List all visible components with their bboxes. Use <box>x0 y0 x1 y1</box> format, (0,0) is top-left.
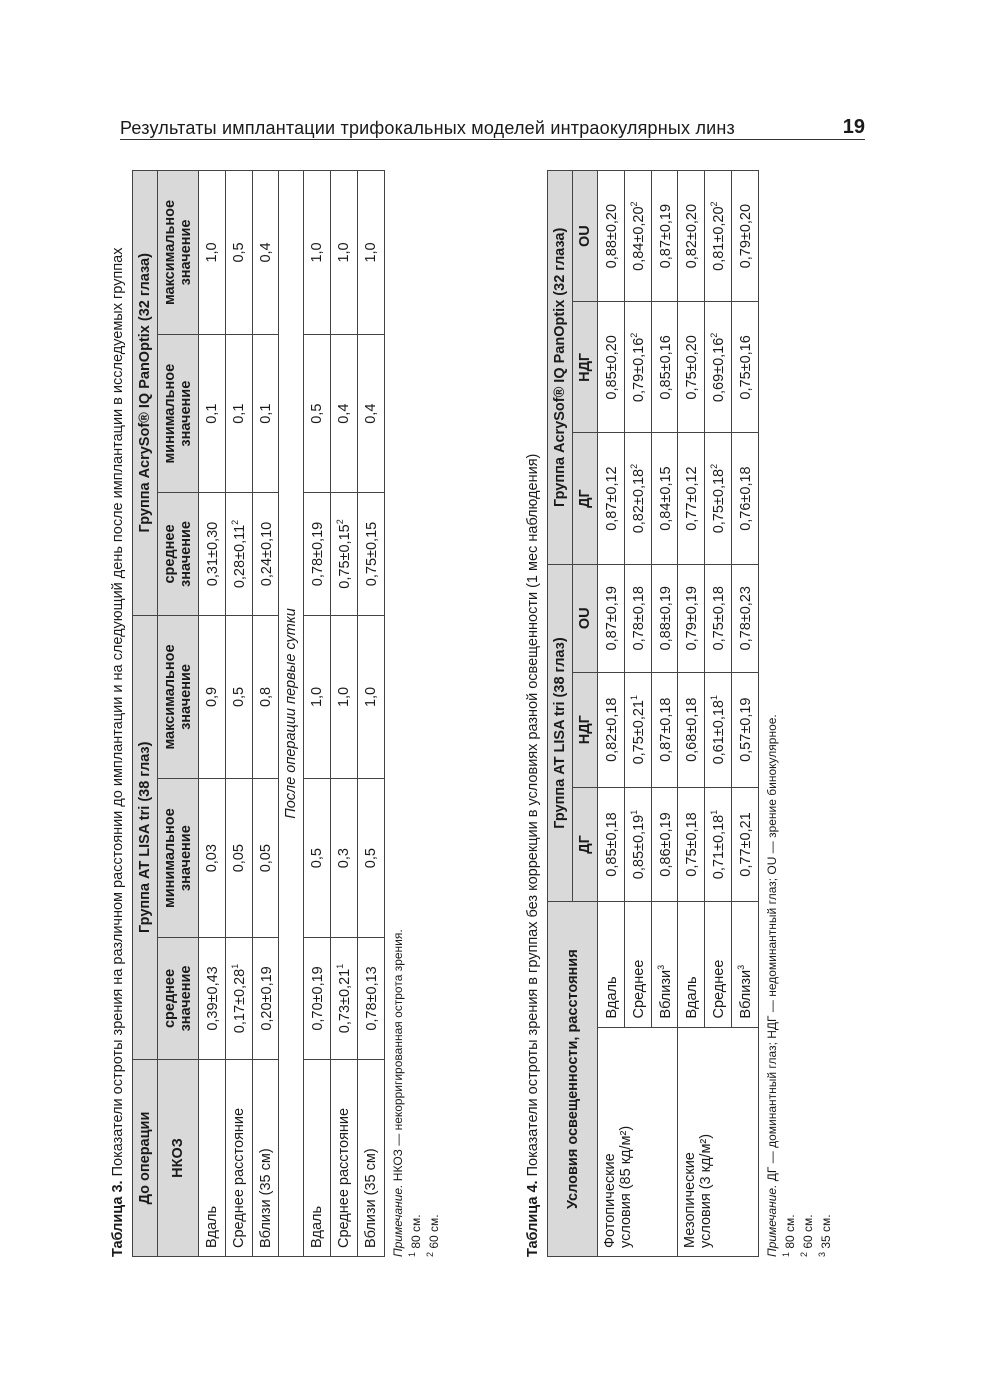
row-label: Среднее <box>705 902 732 1027</box>
cell: 0,78±0,18 <box>624 564 651 672</box>
footnote: $^1$ 80 см. <box>780 1214 797 1257</box>
cell: 0,5 <box>225 171 252 335</box>
cell: $0,28\pm 0,11^2$ <box>225 493 252 615</box>
cell: 0,87±0,19 <box>598 564 625 672</box>
cell: 0,79±0,20 <box>732 171 759 302</box>
cell: 0,5 <box>225 615 252 779</box>
table4-subheader: НДГ <box>573 672 598 787</box>
cell: 0,24±0,10 <box>252 493 279 615</box>
table4-subheader: НДГ <box>573 302 598 433</box>
cell: 0,5 <box>358 779 385 938</box>
row-label: Вблизи (35 см) <box>252 1060 279 1257</box>
row-label: Вблизи (35 см) <box>358 1060 385 1257</box>
table3-caption <box>110 170 126 1257</box>
table-row <box>678 171 705 1257</box>
table3-label: Таблица 3. <box>110 1180 126 1257</box>
cell: 0,05 <box>225 779 252 938</box>
row-label: Вдаль <box>304 1060 331 1257</box>
cell: 0,82±0,18 <box>598 672 625 787</box>
table4 <box>547 170 759 1257</box>
cell: 0,31±0,30 <box>199 493 226 615</box>
cell: 0,4 <box>252 171 279 335</box>
cell: 0,03 <box>199 779 226 938</box>
cell: 0,78±0,23 <box>732 564 759 672</box>
cell: 0,1 <box>199 334 226 493</box>
table-row <box>199 171 226 1257</box>
table-row <box>304 171 331 1257</box>
cell: $0,75\pm 0,18^2$ <box>705 433 732 564</box>
table4-caption-text: Показатели остроты зрения в группах без коррекции в условиях разной освещенности (1 мес наблюдения) <box>525 453 541 1177</box>
footnote: $^2$ 60 см. <box>798 1214 815 1257</box>
cell: 0,79±0,19 <box>678 564 705 672</box>
cell: 0,77±0,21 <box>732 787 759 902</box>
table4-condition-photopic: Фотопические условия (85 кд/м²) <box>598 1027 678 1256</box>
table4-stub-header: Условия освещенности, расстояния <box>548 902 598 1257</box>
table3-section-row <box>279 171 304 1257</box>
cell: $0,82\pm 0,18^2$ <box>624 433 651 564</box>
table4-condition-mesopic: Мезопические условия (3 кд/м²) <box>678 1027 758 1256</box>
cell: $0,85\pm 0,19^1$ <box>624 787 651 902</box>
header-rule <box>120 139 865 140</box>
cell: 0,88±0,20 <box>598 171 625 302</box>
cell: 0,75±0,15 <box>358 493 385 615</box>
table3-subheader: максимальное значение <box>158 615 199 779</box>
table-row <box>225 171 252 1257</box>
cell: 0,68±0,18 <box>678 672 705 787</box>
cell: $0,71\pm 0,18^1$ <box>705 787 732 902</box>
table4-label: Таблица 4. <box>525 1180 541 1257</box>
cell: $0,69\pm 0,16^2$ <box>705 302 732 433</box>
table3-subheader: среднее значение <box>158 937 199 1059</box>
cell: $0,75\pm 0,21^1$ <box>624 672 651 787</box>
cell: 0,57±0,19 <box>732 672 759 787</box>
cell: 1,0 <box>304 171 331 335</box>
cell: 0,84±0,15 <box>651 433 678 564</box>
cell: 0,9 <box>199 615 226 779</box>
cell: 0,77±0,12 <box>678 433 705 564</box>
table4-subheader: OU <box>573 564 598 672</box>
cell: 0,87±0,18 <box>651 672 678 787</box>
cell: 0,70±0,19 <box>304 937 331 1059</box>
table3-notes <box>391 170 441 1257</box>
cell: 0,85±0,16 <box>651 302 678 433</box>
cell: 0,86±0,19 <box>651 787 678 902</box>
cell: 0,1 <box>225 334 252 493</box>
table3-note-text: НКОЗ — некорригированная острота зрения. <box>390 929 405 1182</box>
table3-before-body <box>199 171 385 1257</box>
footnote: $^2$ 60 см. <box>424 1214 441 1257</box>
cell: 0,4 <box>358 334 385 493</box>
table4-group2-header: Группа AcrySof® IQ PanOptix (32 глаза) <box>548 171 573 565</box>
table-row <box>598 171 625 1257</box>
cell: 0,75±0,18 <box>678 787 705 902</box>
row-label: Вблизи$^3$ <box>732 902 759 1027</box>
page-number: 19 <box>842 116 865 138</box>
cell: 0,05 <box>252 779 279 938</box>
cell: $0,17\pm 0,28^1$ <box>225 937 252 1059</box>
cell: $0,84\pm 0,20^2$ <box>624 171 651 302</box>
footnote: $^3$ 35 см. <box>816 1214 833 1257</box>
cell: 0,20±0,19 <box>252 937 279 1059</box>
cell: 0,75±0,18 <box>705 564 732 672</box>
table3-subheader: среднее значение <box>158 493 199 615</box>
cell: 0,39±0,43 <box>199 937 226 1059</box>
table3-subheader: максимальное значение <box>158 171 199 335</box>
table3-subheader: минимальное значение <box>158 779 199 938</box>
table-row <box>252 171 279 1257</box>
cell: 1,0 <box>331 171 358 335</box>
cell: 0,5 <box>304 334 331 493</box>
cell: 0,3 <box>331 779 358 938</box>
row-label: Вдаль <box>199 1060 226 1257</box>
table4-subheader: ДГ <box>573 433 598 564</box>
table3-note-label: Примечание. <box>390 1184 405 1257</box>
table4-note-text: ДГ — доминантный глаз; НДГ — недоминантный глаз; OU — зрение бинокулярное. <box>764 714 779 1182</box>
table-row <box>331 171 358 1257</box>
table4-caption <box>525 170 541 1257</box>
cell: 0,82±0,20 <box>678 171 705 302</box>
table3-block <box>110 170 441 1257</box>
table3-stub-header: До операции <box>133 1060 158 1257</box>
cell: 0,85±0,20 <box>598 302 625 433</box>
table4-note-label: Примечание. <box>764 1184 779 1257</box>
cell: 1,0 <box>358 615 385 779</box>
cell: $0,81\pm 0,20^2$ <box>705 171 732 302</box>
cell: 1,0 <box>358 171 385 335</box>
cell: 0,85±0,18 <box>598 787 625 902</box>
table4-notes <box>765 170 833 1257</box>
table4-subheader: ДГ <box>573 787 598 902</box>
row-label: Вблизи$^3$ <box>651 902 678 1027</box>
cell: $0,79\pm 0,16^2$ <box>624 302 651 433</box>
cell: 0,75±0,20 <box>678 302 705 433</box>
cell: 0,76±0,18 <box>732 433 759 564</box>
cell: 0,78±0,13 <box>358 937 385 1059</box>
cell: $0,73\pm 0,21^1$ <box>331 937 358 1059</box>
running-title: Результаты имплантации трифокальных моделей интраокулярных линз <box>120 118 735 138</box>
cell: 0,5 <box>304 779 331 938</box>
table4-group1-header: Группа AT LISA tri (38 глаз) <box>548 564 573 902</box>
table-row <box>358 171 385 1257</box>
table3-group2-header: Группа AcrySof® IQ PanOptix (32 глаза) <box>133 171 158 616</box>
table3-caption-text: Показатели остроты зрения на различном расстоянии до имплантации и на следующий день после имплантации в исследуемых группах <box>110 247 126 1177</box>
table3-subheader: минимальное значение <box>158 334 199 493</box>
row-label: Среднее расстояние <box>225 1060 252 1257</box>
cell: 1,0 <box>331 615 358 779</box>
table3-group1-header: Группа AT LISA tri (38 глаз) <box>133 615 158 1059</box>
table4-subheader: OU <box>573 171 598 302</box>
cell: 1,0 <box>199 171 226 335</box>
cell: 0,87±0,12 <box>598 433 625 564</box>
cell: 0,78±0,19 <box>304 493 331 615</box>
row-label: Среднее <box>624 902 651 1027</box>
row-label: Вдаль <box>598 902 625 1027</box>
row-label: Вдаль <box>678 902 705 1027</box>
footnote: $^1$ 80 см. <box>406 1214 423 1257</box>
cell: 0,88±0,19 <box>651 564 678 672</box>
cell: 0,1 <box>252 334 279 493</box>
cell: 0,4 <box>331 334 358 493</box>
table3 <box>132 170 385 1257</box>
table3-section-label: После операции первые сутки <box>279 171 304 1257</box>
table4-block <box>525 170 833 1257</box>
cell: $0,75\pm 0,15^2$ <box>331 493 358 615</box>
cell: 0,8 <box>252 615 279 779</box>
cell: 0,87±0,19 <box>651 171 678 302</box>
table3-stub-subheader: НКОЗ <box>158 1060 199 1257</box>
cell: $0,61\pm 0,18^1$ <box>705 672 732 787</box>
cell: 1,0 <box>304 615 331 779</box>
cell: 0,75±0,16 <box>732 302 759 433</box>
row-label: Среднее расстояние <box>331 1060 358 1257</box>
